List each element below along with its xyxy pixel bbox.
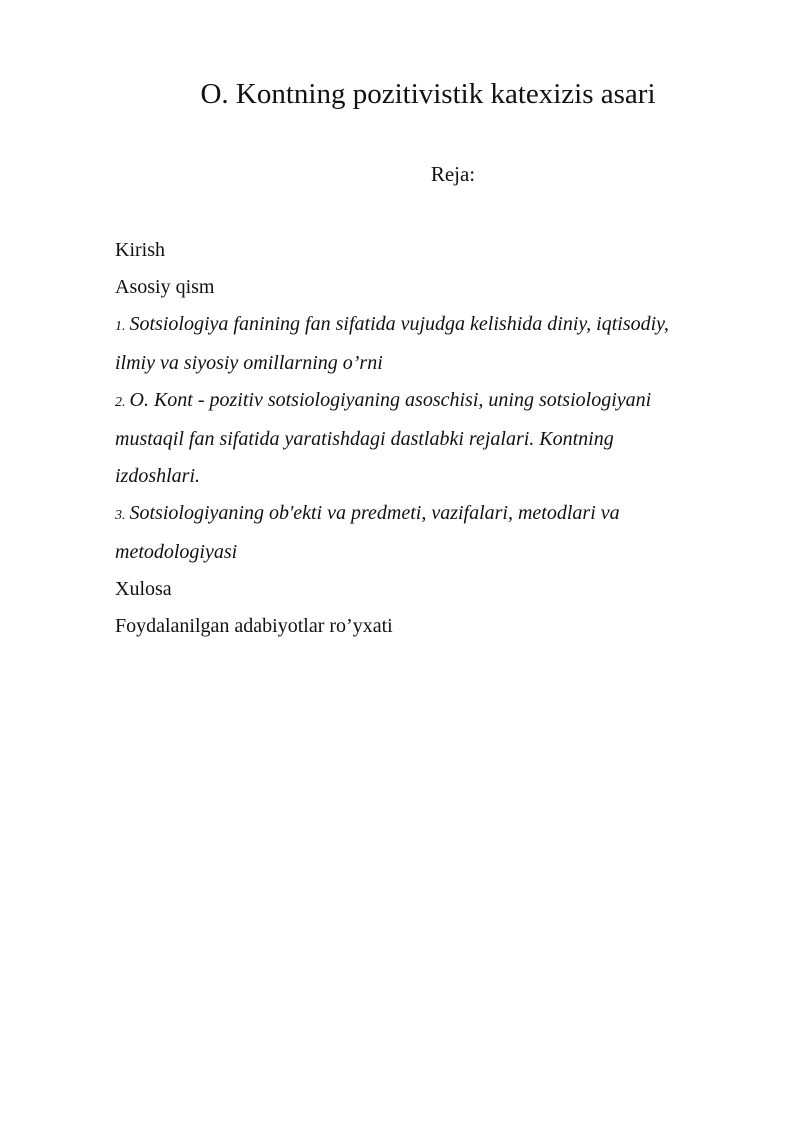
plan-subitem-1-number: 1. <box>115 319 126 334</box>
plan-subitem-2 <box>115 382 735 421</box>
plan-subitem-3-text-line1: Sotsiologiyaning ob'ekti va predmeti, vazifalari, metodlari va <box>129 502 620 524</box>
plan-subitem-1-text-line1: Sotsiologiya fanining fan sifatida vujudga kelishida diniy, iqtisodiy, <box>129 313 669 335</box>
plan-subitem-1 <box>115 306 735 345</box>
plan-item-intro: Kirish <box>115 239 165 261</box>
plan-subitem-2-text-line3: izdoshlari. <box>115 465 201 487</box>
plan-list <box>115 232 735 645</box>
plan-subitem-3 <box>115 495 735 534</box>
plan-subitem-3-number: 3. <box>115 508 126 523</box>
plan-item-main-part: Asosiy qism <box>115 276 215 298</box>
plan-item-conclusion: Xulosa <box>115 578 172 600</box>
plan-subitem-2-text-line2: mustaqil fan sifatida yaratishdagi dastlabki rejalari. Kontning <box>115 428 614 450</box>
plan-subitem-3-text-line2: metodologiyasi <box>115 541 238 563</box>
document-title: O. Kontning pozitivistik katexizis asari <box>200 78 656 110</box>
plan-subitem-2-number: 2. <box>115 395 126 410</box>
plan-item-references: Foydalanilgan adabiyotlar ro’yxati <box>115 615 393 637</box>
plan-subitem-2-text-line1: O. Kont - pozitiv sotsiologiyaning asoschisi, uning sotsiologiyani <box>129 389 652 411</box>
plan-heading: Reja: <box>430 162 476 186</box>
plan-subitem-1-text-line2: ilmiy va siyosiy omillarning o’rni <box>115 352 383 374</box>
